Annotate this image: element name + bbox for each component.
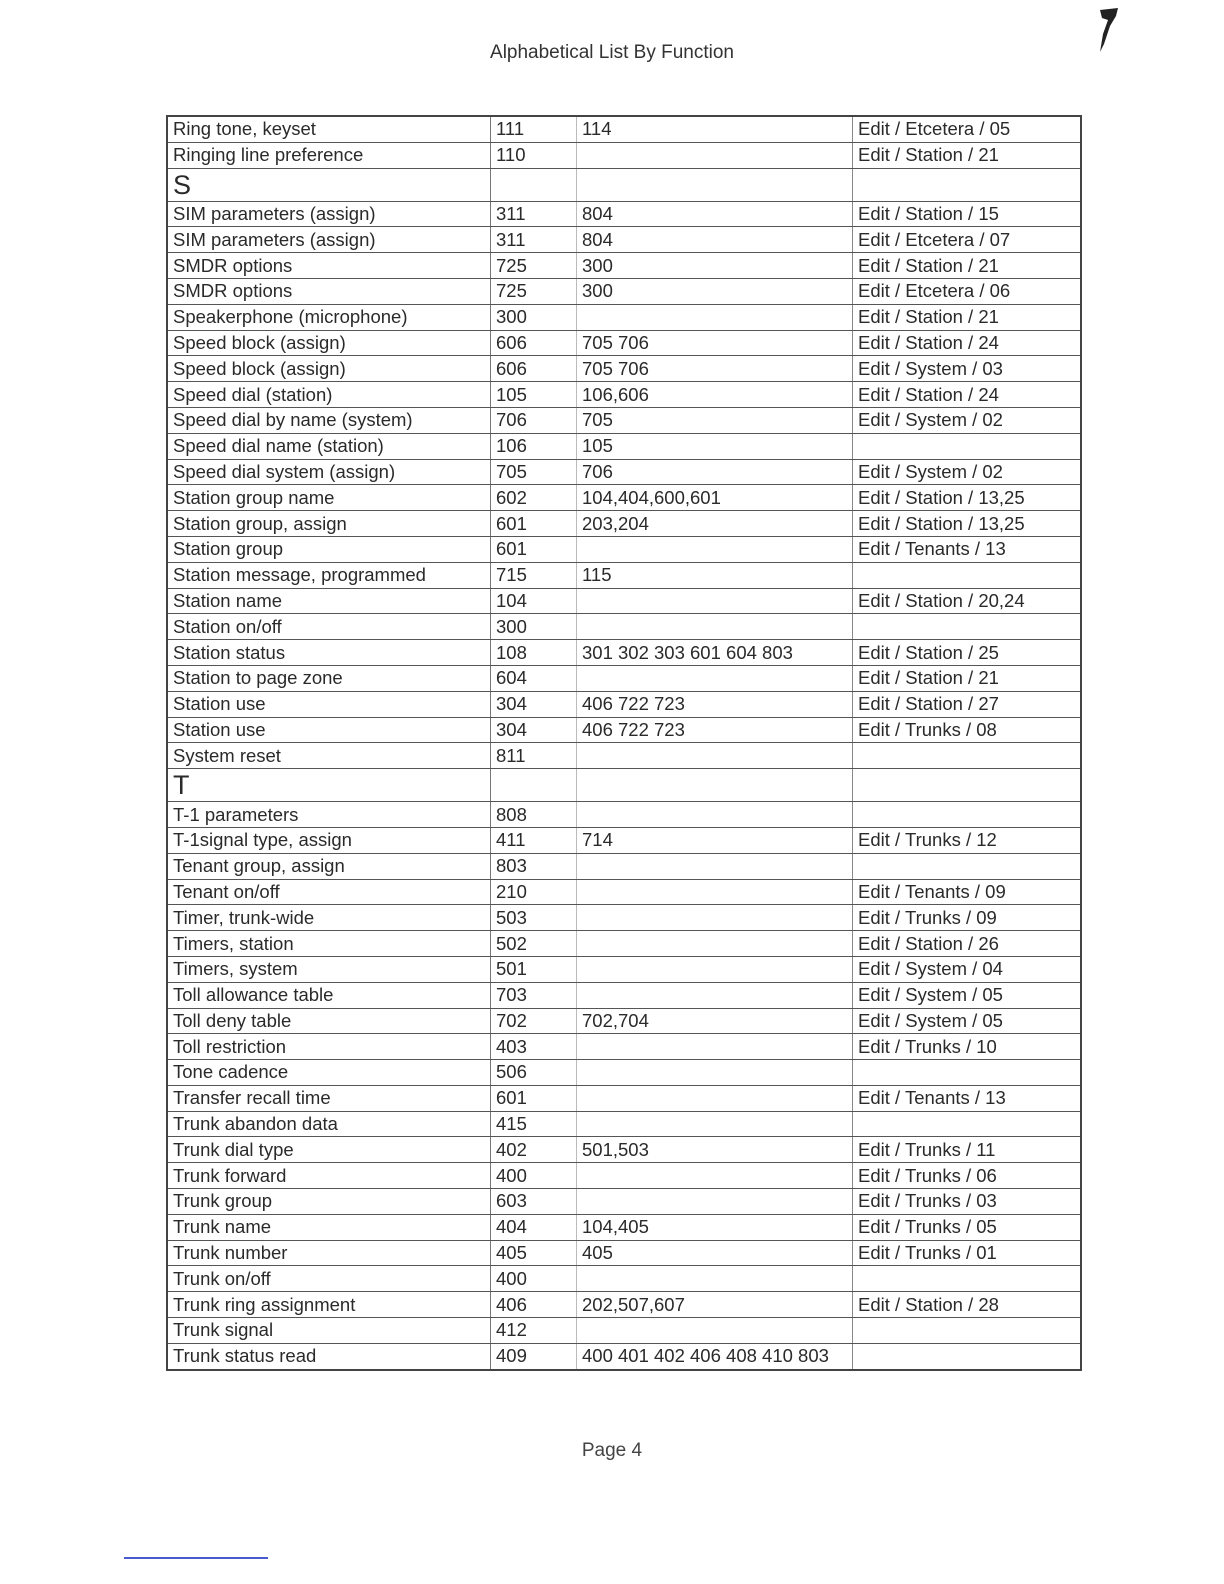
table-row bbox=[167, 382, 1081, 408]
code-cell: 601 bbox=[491, 1085, 577, 1111]
table-row bbox=[167, 485, 1081, 511]
menu-path-cell bbox=[853, 614, 1082, 640]
function-cell: Trunk dial type bbox=[167, 1137, 491, 1163]
related-codes-cell: 702,704 bbox=[577, 1008, 853, 1034]
table-row bbox=[167, 1214, 1081, 1240]
table-row bbox=[167, 691, 1081, 717]
related-codes-cell: 104,404,600,601 bbox=[577, 485, 853, 511]
menu-path-cell: Edit / Tenants / 09 bbox=[853, 879, 1082, 905]
code-cell: 111 bbox=[491, 116, 577, 142]
related-codes-cell: 406 722 723 bbox=[577, 717, 853, 743]
related-codes-cell bbox=[577, 802, 853, 828]
code-cell: 411 bbox=[491, 827, 577, 853]
menu-path-cell: Edit / Trunks / 12 bbox=[853, 827, 1082, 853]
table-row bbox=[167, 201, 1081, 227]
menu-path-cell: Edit / Station / 26 bbox=[853, 931, 1082, 957]
menu-path-cell: Edit / Station / 27 bbox=[853, 691, 1082, 717]
table-row bbox=[167, 562, 1081, 588]
related-codes-cell bbox=[577, 1266, 853, 1292]
code-cell: 715 bbox=[491, 562, 577, 588]
function-cell: Station to page zone bbox=[167, 665, 491, 691]
table-row bbox=[167, 1060, 1081, 1086]
code-cell: 606 bbox=[491, 356, 577, 382]
code-cell: 706 bbox=[491, 407, 577, 433]
function-cell: Transfer recall time bbox=[167, 1085, 491, 1111]
related-codes-cell bbox=[577, 905, 853, 931]
table-row bbox=[167, 407, 1081, 433]
related-codes-cell: 300 bbox=[577, 278, 853, 304]
related-codes-cell bbox=[577, 853, 853, 879]
related-codes-cell bbox=[577, 982, 853, 1008]
table-row bbox=[167, 905, 1081, 931]
table-row bbox=[167, 1085, 1081, 1111]
function-cell: SIM parameters (assign) bbox=[167, 201, 491, 227]
section-letter: T bbox=[167, 769, 491, 802]
menu-path-cell: Edit / System / 05 bbox=[853, 982, 1082, 1008]
related-codes-cell: 501,503 bbox=[577, 1137, 853, 1163]
code-cell: 406 bbox=[491, 1292, 577, 1318]
related-codes-cell: 705 706 bbox=[577, 330, 853, 356]
table-row bbox=[167, 1343, 1081, 1369]
table-row bbox=[167, 665, 1081, 691]
code-cell: 404 bbox=[491, 1214, 577, 1240]
menu-path-cell: Edit / Trunks / 01 bbox=[853, 1240, 1082, 1266]
related-codes-cell: 114 bbox=[577, 116, 853, 142]
function-cell: Ring tone, keyset bbox=[167, 116, 491, 142]
menu-path-cell: Edit / System / 02 bbox=[853, 407, 1082, 433]
table-row bbox=[167, 116, 1081, 142]
code-cell: 604 bbox=[491, 665, 577, 691]
related-codes-cell bbox=[577, 1111, 853, 1137]
code-cell: 105 bbox=[491, 382, 577, 408]
menu-path-cell: Edit / Station / 15 bbox=[853, 201, 1082, 227]
menu-path-cell: Edit / Trunks / 09 bbox=[853, 905, 1082, 931]
function-cell: T-1 parameters bbox=[167, 802, 491, 828]
menu-path-cell bbox=[853, 802, 1082, 828]
function-cell: Trunk abandon data bbox=[167, 1111, 491, 1137]
table-row bbox=[167, 1034, 1081, 1060]
related-codes-cell: 400 401 402 406 408 410 803 bbox=[577, 1343, 853, 1369]
menu-path-cell bbox=[853, 853, 1082, 879]
related-codes-cell: 804 bbox=[577, 201, 853, 227]
related-codes-cell: 300 bbox=[577, 253, 853, 279]
related-codes-cell bbox=[577, 1189, 853, 1215]
section-letter-row bbox=[167, 769, 1081, 802]
related-codes-cell: 406 722 723 bbox=[577, 691, 853, 717]
table-row bbox=[167, 1240, 1081, 1266]
code-cell: 808 bbox=[491, 802, 577, 828]
code-cell: 403 bbox=[491, 1034, 577, 1060]
code-cell: 106 bbox=[491, 433, 577, 459]
function-cell: Tenant on/off bbox=[167, 879, 491, 905]
menu-path-cell: Edit / System / 04 bbox=[853, 956, 1082, 982]
function-cell: Trunk number bbox=[167, 1240, 491, 1266]
table-row bbox=[167, 853, 1081, 879]
menu-path-cell bbox=[853, 1111, 1082, 1137]
function-cell: Ringing line preference bbox=[167, 142, 491, 168]
code-cell: 803 bbox=[491, 853, 577, 879]
table-row bbox=[167, 1163, 1081, 1189]
menu-path-cell: Edit / Station / 21 bbox=[853, 665, 1082, 691]
function-cell: Speed dial name (station) bbox=[167, 433, 491, 459]
function-cell: Trunk status read bbox=[167, 1343, 491, 1369]
menu-path-cell: Edit / Tenants / 13 bbox=[853, 536, 1082, 562]
function-cell: Toll restriction bbox=[167, 1034, 491, 1060]
menu-path-cell: Edit / Station / 28 bbox=[853, 1292, 1082, 1318]
related-codes-cell bbox=[577, 588, 853, 614]
table-row bbox=[167, 1008, 1081, 1034]
table-row bbox=[167, 1318, 1081, 1344]
code-cell: 405 bbox=[491, 1240, 577, 1266]
related-codes-cell bbox=[577, 536, 853, 562]
function-cell: Trunk forward bbox=[167, 1163, 491, 1189]
code-cell: 702 bbox=[491, 1008, 577, 1034]
code-cell: 503 bbox=[491, 905, 577, 931]
code-cell: 304 bbox=[491, 717, 577, 743]
function-cell: Station group, assign bbox=[167, 511, 491, 537]
table-row bbox=[167, 1137, 1081, 1163]
related-codes-cell bbox=[577, 956, 853, 982]
table-row bbox=[167, 536, 1081, 562]
menu-path-cell: Edit / Trunks / 11 bbox=[853, 1137, 1082, 1163]
menu-cell bbox=[853, 168, 1082, 201]
table-row bbox=[167, 433, 1081, 459]
table-row bbox=[167, 356, 1081, 382]
code-cell: 311 bbox=[491, 227, 577, 253]
table-row bbox=[167, 253, 1081, 279]
code-cell: 703 bbox=[491, 982, 577, 1008]
function-cell: Toll deny table bbox=[167, 1008, 491, 1034]
code-cell: 412 bbox=[491, 1318, 577, 1344]
related-codes-cell: 804 bbox=[577, 227, 853, 253]
function-cell: Speed dial (station) bbox=[167, 382, 491, 408]
table-row bbox=[167, 1189, 1081, 1215]
function-cell: Station on/off bbox=[167, 614, 491, 640]
function-cell: Station group name bbox=[167, 485, 491, 511]
code-cell: 400 bbox=[491, 1266, 577, 1292]
function-cell: Trunk group bbox=[167, 1189, 491, 1215]
related-codes-cell: 105 bbox=[577, 433, 853, 459]
menu-path-cell: Edit / Station / 20,24 bbox=[853, 588, 1082, 614]
related-codes-cell: 106,606 bbox=[577, 382, 853, 408]
table-row bbox=[167, 330, 1081, 356]
function-cell: Station use bbox=[167, 717, 491, 743]
menu-path-cell: Edit / Trunks / 05 bbox=[853, 1214, 1082, 1240]
table-row bbox=[167, 802, 1081, 828]
related-cell bbox=[577, 769, 853, 802]
related-codes-cell: 301 302 303 601 604 803 bbox=[577, 640, 853, 666]
function-cell: Toll allowance table bbox=[167, 982, 491, 1008]
function-cell: Timers, station bbox=[167, 931, 491, 957]
menu-path-cell: Edit / Etcetera / 05 bbox=[853, 116, 1082, 142]
function-cell: Speed dial by name (system) bbox=[167, 407, 491, 433]
menu-path-cell bbox=[853, 743, 1082, 769]
related-codes-cell bbox=[577, 1085, 853, 1111]
menu-path-cell: Edit / Station / 13,25 bbox=[853, 485, 1082, 511]
menu-cell bbox=[853, 769, 1082, 802]
code-cell: 601 bbox=[491, 511, 577, 537]
related-codes-cell bbox=[577, 743, 853, 769]
table-row bbox=[167, 982, 1081, 1008]
code-cell: 110 bbox=[491, 142, 577, 168]
code-cell: 400 bbox=[491, 1163, 577, 1189]
table-row bbox=[167, 588, 1081, 614]
code-cell: 108 bbox=[491, 640, 577, 666]
related-codes-cell bbox=[577, 614, 853, 640]
code-cell: 725 bbox=[491, 278, 577, 304]
function-cell: Speed block (assign) bbox=[167, 356, 491, 382]
related-codes-cell bbox=[577, 142, 853, 168]
table-row bbox=[167, 931, 1081, 957]
menu-path-cell: Edit / Trunks / 03 bbox=[853, 1189, 1082, 1215]
menu-path-cell: Edit / Station / 25 bbox=[853, 640, 1082, 666]
menu-path-cell: Edit / Trunks / 08 bbox=[853, 717, 1082, 743]
menu-path-cell: Edit / Etcetera / 06 bbox=[853, 278, 1082, 304]
related-codes-cell: 714 bbox=[577, 827, 853, 853]
function-cell: Station use bbox=[167, 691, 491, 717]
related-codes-cell: 405 bbox=[577, 1240, 853, 1266]
section-letter: S bbox=[167, 168, 491, 201]
table-row bbox=[167, 1266, 1081, 1292]
code-cell: 304 bbox=[491, 691, 577, 717]
table-row bbox=[167, 956, 1081, 982]
code-cell: 602 bbox=[491, 485, 577, 511]
related-codes-cell bbox=[577, 879, 853, 905]
table-row bbox=[167, 827, 1081, 853]
page-number: Page 4 bbox=[581, 1440, 643, 1461]
related-codes-cell: 202,507,607 bbox=[577, 1292, 853, 1318]
handwritten-mark bbox=[1092, 4, 1122, 56]
table-row bbox=[167, 717, 1081, 743]
menu-path-cell: Edit / Trunks / 06 bbox=[853, 1163, 1082, 1189]
related-codes-cell bbox=[577, 1060, 853, 1086]
code-cell: 811 bbox=[491, 743, 577, 769]
footer-rule bbox=[124, 1557, 268, 1559]
table-row bbox=[167, 1292, 1081, 1318]
menu-path-cell: Edit / Etcetera / 07 bbox=[853, 227, 1082, 253]
section-letter-row bbox=[167, 168, 1081, 201]
code-cell: 705 bbox=[491, 459, 577, 485]
menu-path-cell bbox=[853, 433, 1082, 459]
menu-path-cell bbox=[853, 1060, 1082, 1086]
function-cell: Timers, system bbox=[167, 956, 491, 982]
code-cell: 409 bbox=[491, 1343, 577, 1369]
function-cell: Station group bbox=[167, 536, 491, 562]
function-cell: Trunk signal bbox=[167, 1318, 491, 1344]
menu-path-cell: Edit / Trunks / 10 bbox=[853, 1034, 1082, 1060]
menu-path-cell: Edit / System / 05 bbox=[853, 1008, 1082, 1034]
code-cell: 311 bbox=[491, 201, 577, 227]
table-row bbox=[167, 278, 1081, 304]
menu-path-cell: Edit / System / 02 bbox=[853, 459, 1082, 485]
function-table-body bbox=[167, 116, 1081, 1370]
table-row bbox=[167, 227, 1081, 253]
code-cell: 415 bbox=[491, 1111, 577, 1137]
related-cell bbox=[577, 168, 853, 201]
menu-path-cell: Edit / Station / 13,25 bbox=[853, 511, 1082, 537]
table-row bbox=[167, 640, 1081, 666]
code-cell: 601 bbox=[491, 536, 577, 562]
function-cell: T-1signal type, assign bbox=[167, 827, 491, 853]
related-codes-cell bbox=[577, 304, 853, 330]
function-cell: Station status bbox=[167, 640, 491, 666]
menu-path-cell: Edit / System / 03 bbox=[853, 356, 1082, 382]
code-cell: 606 bbox=[491, 330, 577, 356]
function-cell: Station message, programmed bbox=[167, 562, 491, 588]
table-row bbox=[167, 743, 1081, 769]
table-row bbox=[167, 304, 1081, 330]
menu-path-cell: Edit / Station / 24 bbox=[853, 382, 1082, 408]
code-cell: 506 bbox=[491, 1060, 577, 1086]
related-codes-cell bbox=[577, 1318, 853, 1344]
code-cell bbox=[491, 168, 577, 201]
related-codes-cell: 705 bbox=[577, 407, 853, 433]
related-codes-cell: 104,405 bbox=[577, 1214, 853, 1240]
table-row bbox=[167, 459, 1081, 485]
code-cell: 300 bbox=[491, 304, 577, 330]
function-cell: Timer, trunk-wide bbox=[167, 905, 491, 931]
table-row bbox=[167, 614, 1081, 640]
code-cell: 300 bbox=[491, 614, 577, 640]
function-cell: Tone cadence bbox=[167, 1060, 491, 1086]
table-row bbox=[167, 511, 1081, 537]
function-cell: SMDR options bbox=[167, 278, 491, 304]
page-title: Alphabetical List By Function bbox=[490, 42, 734, 63]
menu-path-cell: Edit / Tenants / 13 bbox=[853, 1085, 1082, 1111]
function-cell: SMDR options bbox=[167, 253, 491, 279]
function-cell: Speed block (assign) bbox=[167, 330, 491, 356]
menu-path-cell: Edit / Station / 21 bbox=[853, 142, 1082, 168]
function-cell: SIM parameters (assign) bbox=[167, 227, 491, 253]
related-codes-cell: 706 bbox=[577, 459, 853, 485]
code-cell: 603 bbox=[491, 1189, 577, 1215]
function-cell: System reset bbox=[167, 743, 491, 769]
function-cell: Tenant group, assign bbox=[167, 853, 491, 879]
menu-path-cell bbox=[853, 1318, 1082, 1344]
function-table bbox=[166, 115, 1082, 1371]
code-cell: 402 bbox=[491, 1137, 577, 1163]
menu-path-cell bbox=[853, 562, 1082, 588]
related-codes-cell bbox=[577, 1034, 853, 1060]
code-cell: 725 bbox=[491, 253, 577, 279]
table-row bbox=[167, 879, 1081, 905]
function-cell: Speakerphone (microphone) bbox=[167, 304, 491, 330]
table-row bbox=[167, 1111, 1081, 1137]
function-cell: Trunk name bbox=[167, 1214, 491, 1240]
menu-path-cell: Edit / Station / 21 bbox=[853, 304, 1082, 330]
function-cell: Trunk ring assignment bbox=[167, 1292, 491, 1318]
code-cell: 210 bbox=[491, 879, 577, 905]
menu-path-cell bbox=[853, 1266, 1082, 1292]
menu-path-cell bbox=[853, 1343, 1082, 1369]
code-cell bbox=[491, 769, 577, 802]
table-row bbox=[167, 142, 1081, 168]
function-cell: Station name bbox=[167, 588, 491, 614]
function-cell: Speed dial system (assign) bbox=[167, 459, 491, 485]
related-codes-cell bbox=[577, 1163, 853, 1189]
menu-path-cell: Edit / Station / 21 bbox=[853, 253, 1082, 279]
code-cell: 104 bbox=[491, 588, 577, 614]
code-cell: 501 bbox=[491, 956, 577, 982]
related-codes-cell bbox=[577, 665, 853, 691]
related-codes-cell bbox=[577, 931, 853, 957]
menu-path-cell: Edit / Station / 24 bbox=[853, 330, 1082, 356]
related-codes-cell: 705 706 bbox=[577, 356, 853, 382]
related-codes-cell: 115 bbox=[577, 562, 853, 588]
related-codes-cell: 203,204 bbox=[577, 511, 853, 537]
code-cell: 502 bbox=[491, 931, 577, 957]
function-cell: Trunk on/off bbox=[167, 1266, 491, 1292]
